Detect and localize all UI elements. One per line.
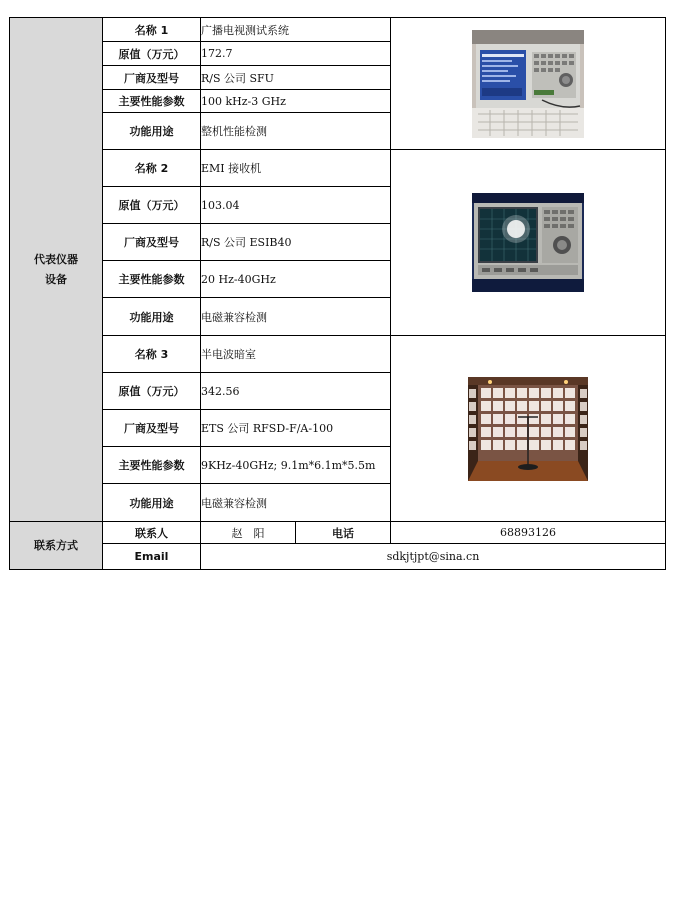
equipment-maker: R/S 公司 ESIB40 xyxy=(201,224,391,261)
equipment-spec: 20 Hz-40GHz xyxy=(201,261,391,298)
equipment-use: 电磁兼容检测 xyxy=(201,484,391,522)
photo-cell xyxy=(391,150,666,336)
equipment-name: 半电波暗室 xyxy=(201,336,391,373)
equipment-spec: 100 kHz-3 GHz xyxy=(201,90,391,113)
name-label: 名称 3 xyxy=(103,336,201,373)
section-equipment-line2: 设备 xyxy=(45,272,67,286)
equipment-maker: ETS 公司 RFSD-F/A-100 xyxy=(201,410,391,447)
equipment-use: 整机性能检测 xyxy=(201,113,391,150)
price-label: 原值（万元） xyxy=(103,373,201,410)
spec-label: 主要性能参数 xyxy=(103,90,201,113)
section-equipment-line1: 代表仪器 xyxy=(34,252,78,266)
maker-label: 厂商及型号 xyxy=(103,224,201,261)
equipment-name: EMI 接收机 xyxy=(201,150,391,187)
maker-label: 厂商及型号 xyxy=(103,410,201,447)
use-label: 功能用途 xyxy=(103,113,201,150)
photo-cell xyxy=(391,18,666,150)
name-label: 名称 1 xyxy=(103,18,201,42)
contact-email: sdkjtjpt@sina.cn xyxy=(201,544,666,570)
contact-phone-label: 电话 xyxy=(296,522,391,544)
spec-label: 主要性能参数 xyxy=(103,447,201,484)
name-label: 名称 2 xyxy=(103,150,201,187)
use-label: 功能用途 xyxy=(103,298,201,336)
photo-cell xyxy=(391,336,666,522)
equipment-table xyxy=(9,17,666,570)
emi-receiver-photo xyxy=(472,193,584,292)
equipment-use: 电磁兼容检测 xyxy=(201,298,391,336)
section-contact: 联系方式 xyxy=(10,522,103,570)
price-label: 原值（万元） xyxy=(103,187,201,224)
spec-label: 主要性能参数 xyxy=(103,261,201,298)
use-label: 功能用途 xyxy=(103,484,201,522)
equipment-price: 172.7 xyxy=(201,42,391,66)
contact-person-label: 联系人 xyxy=(103,522,201,544)
equipment-price: 103.04 xyxy=(201,187,391,224)
contact-phone: 68893126 xyxy=(391,522,666,544)
anechoic-chamber-photo xyxy=(468,377,588,481)
maker-label: 厂商及型号 xyxy=(103,66,201,90)
equipment-spec: 9KHz-40GHz; 9.1m*6.1m*5.5m xyxy=(201,447,391,484)
broadcast-tv-test-system-photo xyxy=(472,30,584,138)
contact-email-label: Email xyxy=(103,544,201,570)
section-equipment xyxy=(10,18,103,522)
price-label: 原值（万元） xyxy=(103,42,201,66)
equipment-maker: R/S 公司 SFU xyxy=(201,66,391,90)
equipment-name: 广播电视测试系统 xyxy=(201,18,391,42)
contact-person: 赵 阳 xyxy=(201,522,296,544)
equipment-price: 342.56 xyxy=(201,373,391,410)
